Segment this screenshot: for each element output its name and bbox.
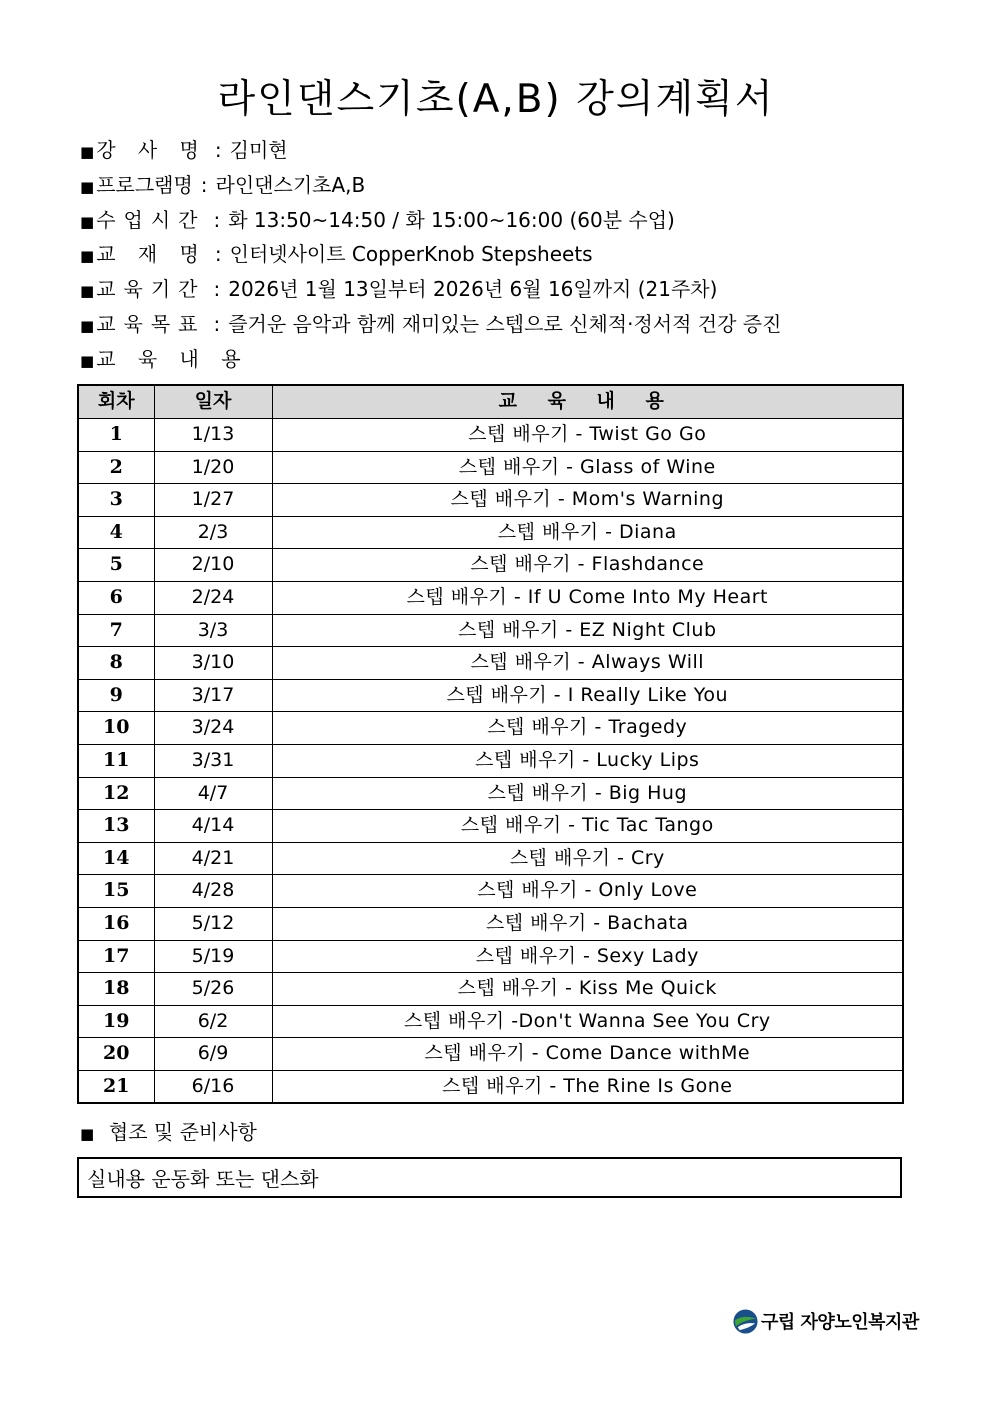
info-label: 프로그램명 [96,172,193,197]
cell-date: 6/16 [154,1070,272,1103]
table-row [78,777,903,810]
cell-date: 5/19 [154,940,272,973]
table-row [78,875,903,908]
course-info [80,133,781,377]
table-row [78,419,903,452]
info-value: 인터넷사이트 CopperKnob Stepsheets [229,242,593,267]
prep-heading-text: 협조 및 준비사항 [108,1120,257,1144]
cell-date: 3/17 [154,679,272,712]
info-label: 교 재 명 [96,242,207,267]
info-value: 2026년 1월 13일부터 2026년 6월 16일까지 (21주차) [228,277,718,302]
cell-session: 21 [78,1070,154,1103]
cell-content: 스텝 배우기 - Sexy Lady [272,940,903,973]
cell-content: 스텝 배우기 -Don't Wanna See You Cry [272,1005,903,1038]
cell-content: 스텝 배우기 - The Rine Is Gone [272,1070,903,1103]
cell-content: 스텝 배우기 - Twist Go Go [272,419,903,452]
info-content-heading [80,342,781,377]
cell-date: 1/27 [154,484,272,517]
cell-date: 2/3 [154,516,272,549]
cell-date: 1/20 [154,451,272,484]
colon-separator: : [214,138,222,162]
table-row [78,810,903,843]
table-row [78,712,903,745]
square-bullet-icon: ■ [80,282,95,301]
cell-session: 17 [78,940,154,973]
info-label: 교육기간 [96,277,206,302]
info-value: 화 13:50~14:50 / 화 15:00~16:00 (60분 수업) [228,207,675,232]
table-row [78,581,903,614]
cell-session: 10 [78,712,154,745]
footer-logo [732,1306,919,1336]
cell-date: 5/26 [154,973,272,1006]
cell-content: 스텝 배우기 - Cry [272,842,903,875]
info-program [80,168,781,203]
table-row [78,549,903,582]
cell-date: 4/7 [154,777,272,810]
table-row [78,1005,903,1038]
cell-content: 스텝 배우기 - Tragedy [272,712,903,745]
cell-session: 18 [78,973,154,1006]
cell-session: 13 [78,810,154,843]
cell-session: 2 [78,451,154,484]
square-bullet-icon: ■ [80,1125,95,1143]
cell-content: 스텝 배우기 - Come Dance withMe [272,1038,903,1071]
cell-date: 6/2 [154,1005,272,1038]
table-row [78,842,903,875]
table-row [78,940,903,973]
cell-date: 2/24 [154,581,272,614]
cell-content: 스텝 배우기 - Bachata [272,907,903,940]
cell-content: 스텝 배우기 - Big Hug [272,777,903,810]
table-row [78,1070,903,1103]
square-bullet-icon: ■ [80,316,95,335]
colon-separator: : [213,311,221,336]
cell-content: 스텝 배우기 - Tic Tac Tango [272,810,903,843]
cell-session: 3 [78,484,154,517]
info-textbook [80,237,781,272]
cell-date: 1/13 [154,419,272,452]
square-bullet-icon: ■ [80,212,95,231]
cell-content: 스텝 배우기 - Diana [272,516,903,549]
info-goal [80,307,781,342]
table-row [78,679,903,712]
cell-session: 11 [78,744,154,777]
organization-name: 구립 자양노인복지관 [761,1312,919,1333]
schedule-table [77,384,904,1104]
header-date: 일자 [154,385,272,419]
table-row [78,647,903,680]
cell-date: 3/3 [154,614,272,647]
cell-content: 스텝 배우기 - If U Come Into My Heart [272,581,903,614]
prep-box: 실내용 운동화 또는 댄스화 [77,1157,902,1198]
globe-logo-icon [732,1308,759,1335]
cell-date: 5/12 [154,907,272,940]
info-label: 수업시간 [96,207,206,232]
cell-content: 스텝 배우기 - Flashdance [272,549,903,582]
cell-date: 6/9 [154,1038,272,1071]
cell-session: 1 [78,419,154,452]
colon-separator: : [214,242,222,267]
cell-session: 15 [78,875,154,908]
info-label: 강 사 명 [96,138,207,162]
cell-date: 4/14 [154,810,272,843]
cell-date: 4/28 [154,875,272,908]
schedule-body [78,419,903,1104]
colon-separator: : [213,207,221,232]
cell-session: 5 [78,549,154,582]
cell-content: 스텝 배우기 - Mom's Warning [272,484,903,517]
info-instructor [80,133,781,168]
info-label: 교육목표 [96,311,206,336]
cell-content: 스텝 배우기 - Glass of Wine [272,451,903,484]
info-label: 교 육 내 용 [96,346,249,371]
info-value: 김미현 [229,138,288,162]
cell-date: 3/24 [154,712,272,745]
cell-session: 9 [78,679,154,712]
prep-heading [80,1115,257,1149]
info-value: 즐거운 음악과 함께 재미있는 스텝으로 신체적·정서적 건강 증진 [228,311,782,336]
cell-content: 스텝 배우기 - Only Love [272,875,903,908]
table-header-row [78,385,903,419]
table-row [78,744,903,777]
square-bullet-icon: ■ [80,143,95,161]
colon-separator: : [200,172,208,197]
table-row [78,451,903,484]
cell-session: 20 [78,1038,154,1071]
header-session: 회차 [78,385,154,419]
table-row [78,1038,903,1071]
info-value: 라인댄스기초A,B [215,172,366,197]
square-bullet-icon: ■ [80,177,95,196]
square-bullet-icon: ■ [80,351,95,370]
header-content: 교 육 내 용 [272,385,903,419]
cell-content: 스텝 배우기 - Always Will [272,647,903,680]
cell-session: 4 [78,516,154,549]
table-row [78,484,903,517]
cell-content: 스텝 배우기 - Kiss Me Quick [272,973,903,1006]
cell-content: 스텝 배우기 - I Really Like You [272,679,903,712]
page-title: 라인댄스기초(A,B) 강의계획서 [217,77,775,122]
cell-session: 16 [78,907,154,940]
cell-session: 8 [78,647,154,680]
info-class-time [80,203,781,238]
table-row [78,516,903,549]
cell-date: 2/10 [154,549,272,582]
cell-session: 12 [78,777,154,810]
cell-session: 14 [78,842,154,875]
table-row [78,973,903,1006]
cell-session: 6 [78,581,154,614]
info-period [80,272,781,307]
cell-content: 스텝 배우기 - Lucky Lips [272,744,903,777]
cell-date: 3/31 [154,744,272,777]
cell-session: 19 [78,1005,154,1038]
square-bullet-icon: ■ [80,247,95,266]
cell-date: 3/10 [154,647,272,680]
table-row [78,614,903,647]
cell-content: 스텝 배우기 - EZ Night Club [272,614,903,647]
cell-date: 4/21 [154,842,272,875]
cell-session: 7 [78,614,154,647]
colon-separator: : [213,277,221,302]
table-row [78,907,903,940]
